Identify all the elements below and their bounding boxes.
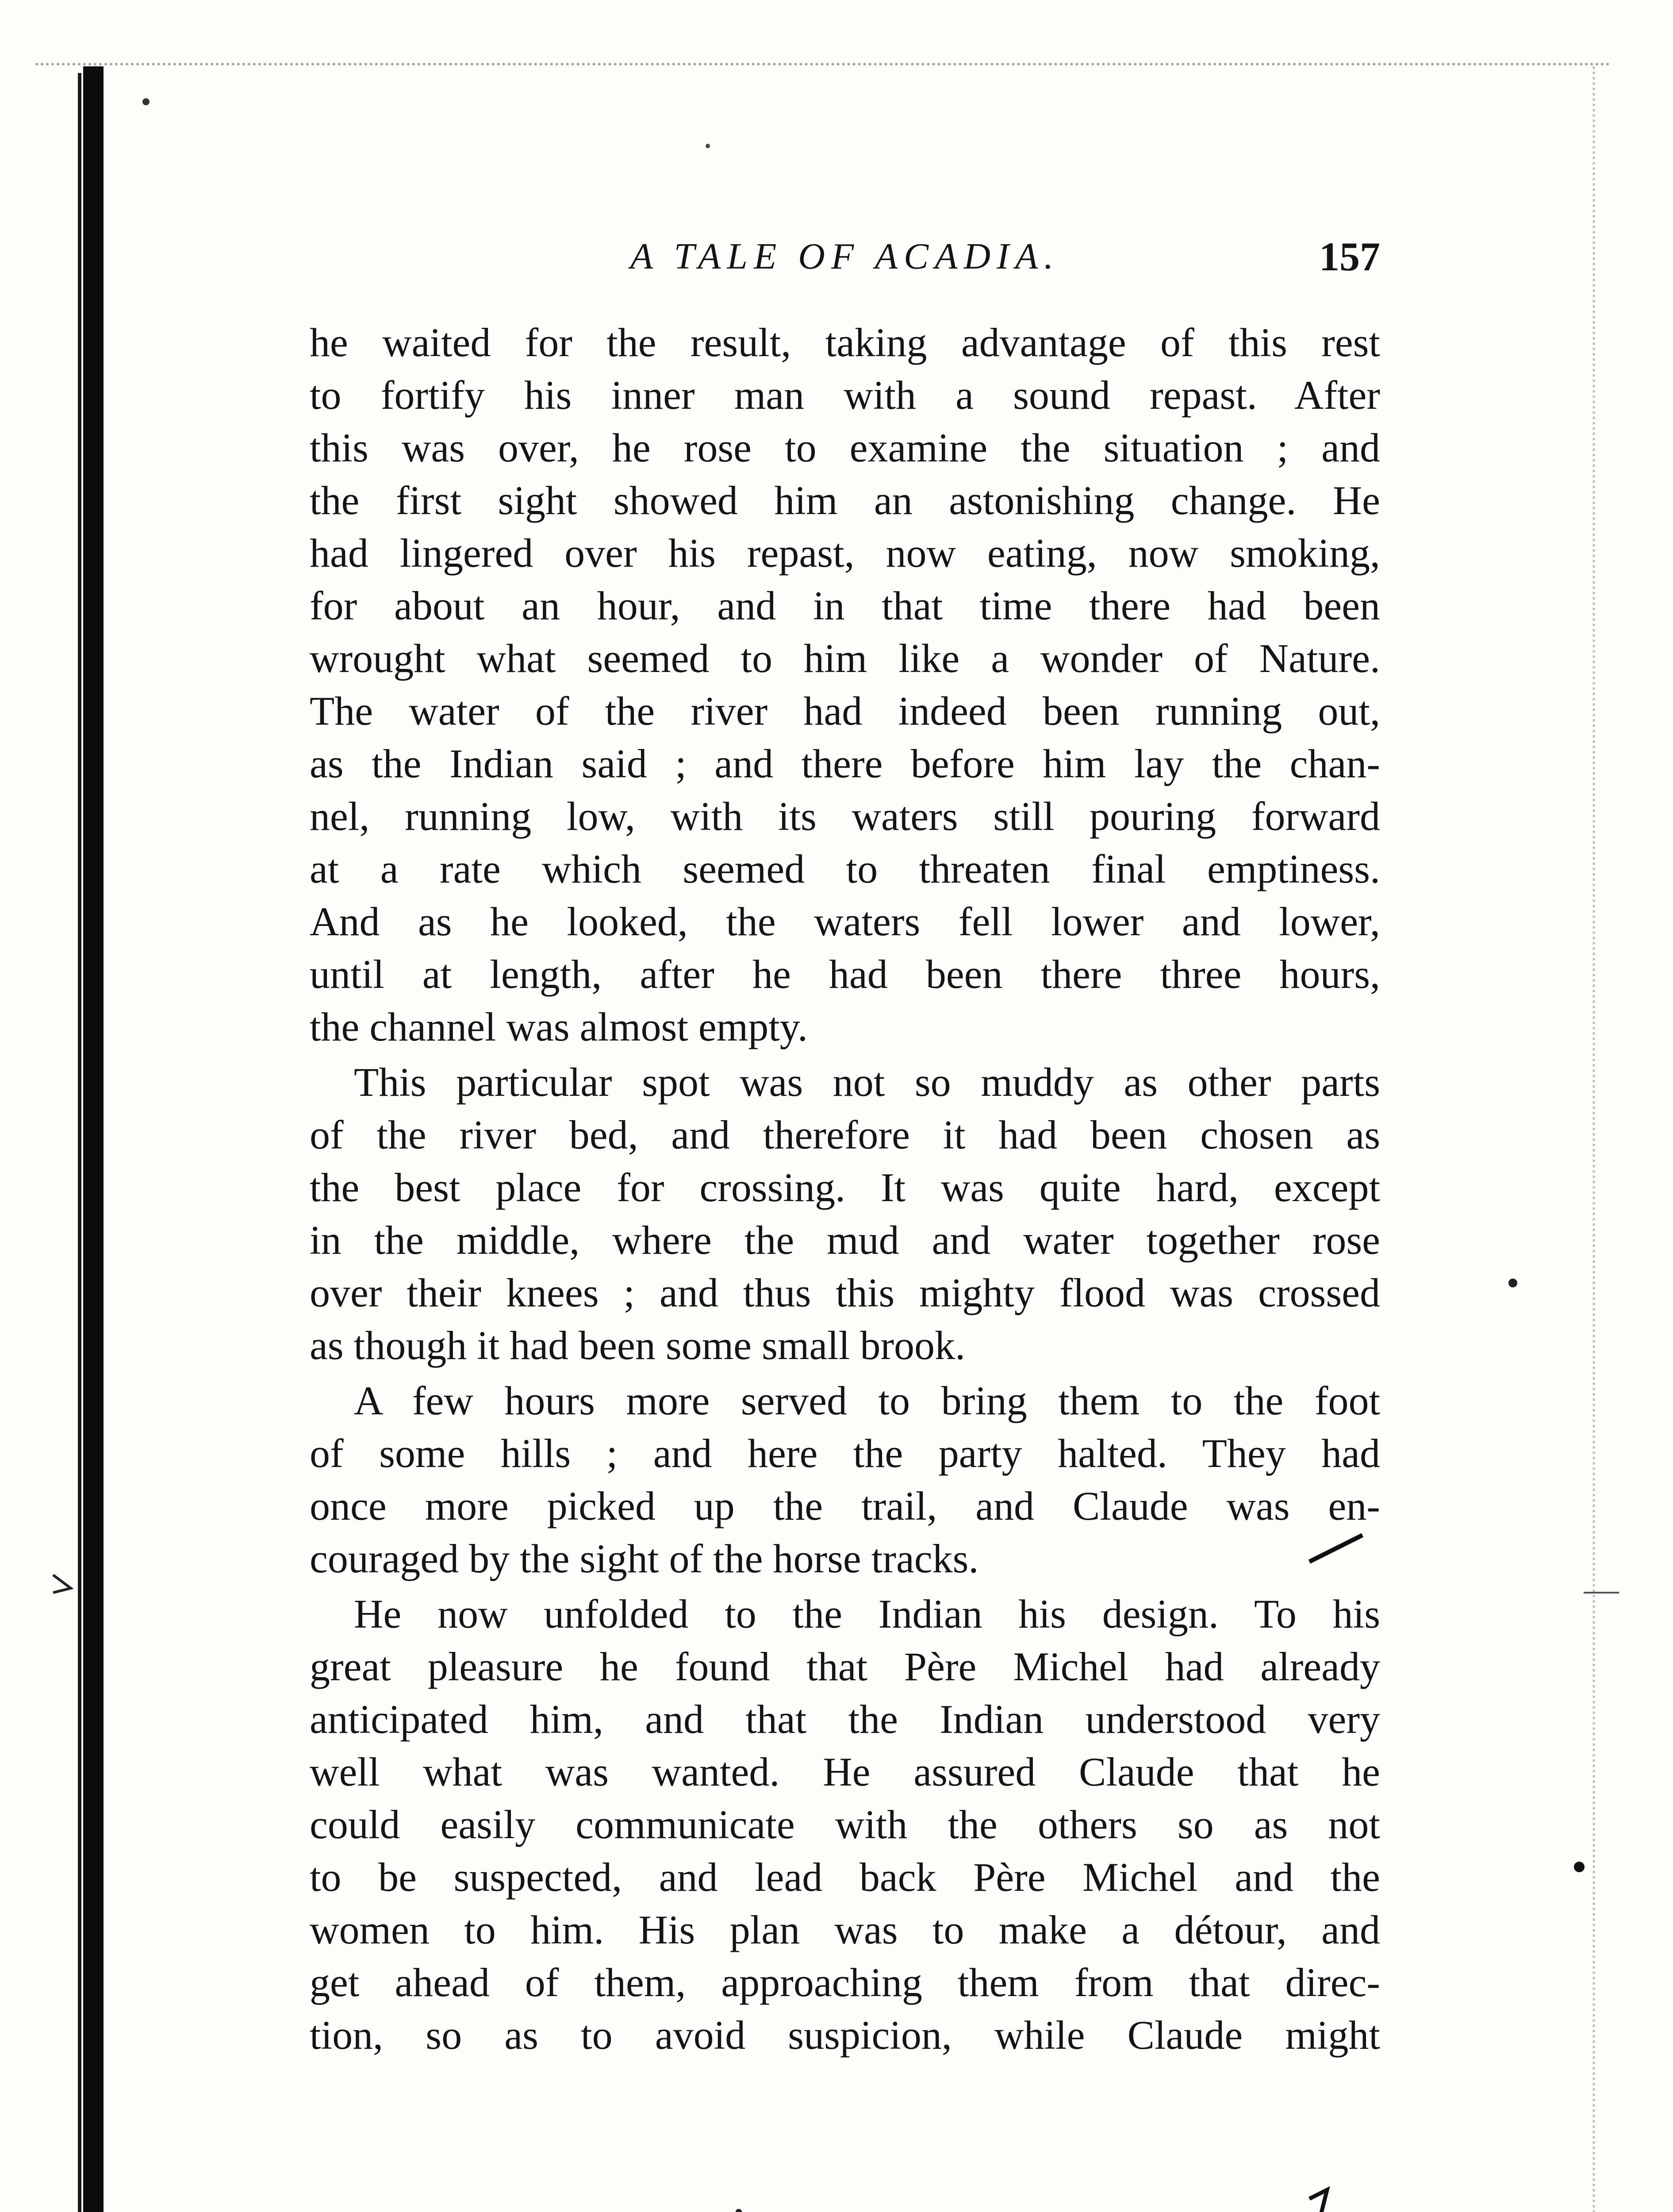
binding-shadow-thin <box>78 73 81 2212</box>
binding-shadow <box>83 66 104 2212</box>
text-line: as the Indian said ; and there before him lay the chan- <box>310 741 1380 786</box>
speck <box>1508 1279 1517 1287</box>
text-line: the first sight showed him an astonishing change. He <box>310 478 1380 523</box>
body-text <box>310 316 1380 2062</box>
text-line: tion, so as to avoid suspicion, while Claude might <box>310 2012 1380 2058</box>
text-line: to fortify his inner man with a sound repast. After <box>310 373 1380 418</box>
text-line: wrought what seemed to him like a wonder of Nature. <box>310 636 1380 681</box>
text-line: women to him. His plan was to make a détour, and <box>310 1907 1380 1952</box>
text-line: great pleasure he found that Père Michel had already <box>310 1644 1380 1689</box>
running-title: A TALE OF ACADIA. <box>630 236 1060 277</box>
paragraph <box>310 1056 1380 1372</box>
text-line: he waited for the result, taking advantage of this rest <box>310 320 1380 365</box>
text-line: the channel was almost empty. <box>310 1004 808 1049</box>
speck <box>706 144 710 148</box>
page-right-edge <box>1592 66 1598 2212</box>
paragraph <box>310 1375 1380 1585</box>
text-line: the best place for crossing. It was quite hard, except <box>310 1165 1380 1210</box>
text-line: anticipated him, and that the Indian understood very <box>310 1697 1380 1742</box>
text-line: over their knees ; and thus this mighty flood was crossed <box>310 1270 1380 1315</box>
text-line: until at length, after he had been there three hours, <box>310 952 1380 997</box>
paragraph <box>310 1588 1380 2062</box>
text-line: well what was wanted. He assured Claude that he <box>310 1749 1380 1794</box>
page-number: 157 <box>1319 234 1380 279</box>
speck <box>142 98 150 105</box>
text-line: in the middle, where the mud and water together rose <box>310 1217 1380 1263</box>
text-line: as though it had been some small brook. <box>310 1323 965 1368</box>
text-line: once more picked up the trail, and Claude was en- <box>310 1483 1380 1528</box>
text-line: of the river bed, and therefore it had been chosen as <box>310 1112 1380 1157</box>
text-line: This particular spot was not so muddy as other parts <box>354 1060 1380 1105</box>
margin-mark <box>1309 2190 1327 2212</box>
text-line: had lingered over his repast, now eating, now smoking, <box>310 530 1380 576</box>
text-line: this was over, he rose to examine the situation ; and <box>310 425 1380 470</box>
speck <box>1574 1862 1585 1872</box>
margin-mark <box>53 1575 71 1593</box>
text-line: could easily communicate with the others so as not <box>310 1802 1380 1847</box>
text-line: He now unfolded to the Indian his design. To his <box>354 1591 1380 1636</box>
text-line: The water of the river had indeed been running out, <box>310 688 1380 733</box>
speck <box>736 2209 742 2212</box>
text-line: get ahead of them, approaching them from that direc- <box>310 1960 1380 2005</box>
text-line: of some hills ; and here the party halted. They had <box>310 1431 1380 1476</box>
text-line: to be suspected, and lead back Père Michel and the <box>310 1855 1380 1900</box>
text-line: couraged by the sight of the horse tracks. <box>310 1536 979 1581</box>
running-header <box>310 230 1380 283</box>
text-line: A few hours more served to bring them to the foot <box>354 1378 1380 1423</box>
text-line: nel, running low, with its waters still pouring forward <box>310 794 1380 839</box>
text-line: at a rate which seemed to threaten final emptiness. <box>310 846 1380 891</box>
paragraph <box>310 316 1380 1053</box>
page-top-edge <box>35 63 1610 68</box>
text-line: for about an hour, and in that time there had been <box>310 583 1380 628</box>
text-line: And as he looked, the waters fell lower and lower, <box>310 899 1380 944</box>
